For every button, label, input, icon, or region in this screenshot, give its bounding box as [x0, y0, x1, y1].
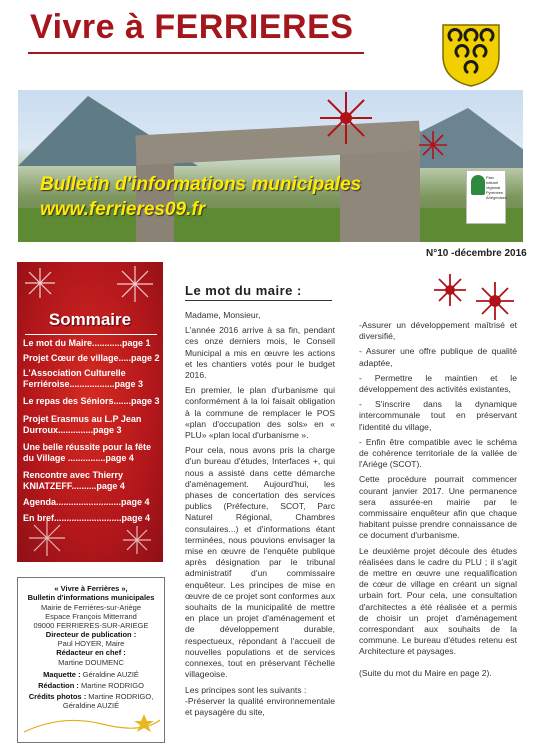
sommaire-title: Sommaire — [48, 310, 132, 329]
snowflake-icon — [23, 266, 57, 300]
masthead-subtitle: Bulletin d'informations municipales — [27, 593, 155, 602]
article-paragraph: Cette procédure pourrait commencer courant janvier 2017. Une permanence sera assurée-en mairie par le commissaire enquêteur afin que chaque habitant puisse prendre connaissance de ce document d'urbanisme. — [359, 474, 517, 541]
toc-item[interactable]: Rencontre avec Thierry KNIATZEFF..........page 4 — [23, 470, 125, 491]
website-link[interactable]: www.ferrieres09.fr — [40, 199, 206, 220]
masthead-address: Espace François Mitterrand — [45, 612, 137, 621]
snowflake-icon — [27, 518, 67, 558]
layout-label: Maquette : — [43, 670, 81, 679]
crest-horseshoes-icon — [440, 22, 502, 88]
article-paragraph: Les principes sont les suivants : — [185, 684, 307, 695]
chief-label: Rédacteur en chef : — [56, 648, 126, 657]
pnr-logo — [466, 170, 506, 224]
article-paragraph: -Assurer un développement maîtrisé et diversifié, — [359, 320, 517, 342]
banner-subtitle: Bulletin d'informations municipales — [40, 174, 362, 195]
snowflake-icon — [318, 90, 374, 146]
bulletin-title: Vivre à FERRIERES — [30, 8, 354, 46]
article-paragraph: - S'inscrire dans la dynamique intercommunale tout en préservant l'identité du village, — [359, 399, 517, 432]
article-paragraph: Le deuxième projet découle des études réalisées dans le cadre du PLU ; il s'agit de mettre en œuvre une requalification de cœur de village en créant un signal urbain fort. Pour cela, une consultation d'architectes a été réalisée et a permis de choisir un projet d'aménagement correspondant aux souhaits de la commune. Le bureau d'études retenu est Architecture et paysages. — [359, 545, 517, 657]
sommaire-divider — [25, 334, 157, 335]
article-paragraph: - Permettre le maintien et le développement des activités existantes, — [359, 372, 517, 395]
toc-item[interactable]: En bref...........................page 4 — [23, 513, 151, 523]
masthead-address: Mairie de Ferrières-sur-Ariège — [40, 603, 142, 612]
toc-item[interactable]: L'Association Culturelle Ferriéroise..................page 3 — [23, 368, 144, 389]
snowflake-icon — [432, 272, 468, 308]
masthead-name: « Vivre à Ferrières », — [54, 584, 128, 593]
title-underline — [28, 52, 364, 54]
sommaire-box — [17, 262, 163, 562]
toc-item[interactable]: Une belle réussite pour la fête du Village ...............page 4 — [23, 442, 152, 463]
toc-item[interactable]: Le repas des Séniors.......page 3 — [23, 396, 160, 406]
article-paragraph: En premier, le plan d'urbanisme qui conformément à la loi faisait obligation à la commune de remplacer le POS «plan d'occupation des sols» en « PLU» «plan local d'urbanisme ». — [185, 385, 335, 441]
star-garland-icon — [22, 710, 162, 740]
snowflake-icon — [121, 524, 153, 556]
toc-item[interactable]: Projet Erasmus au L.P Jean Durroux..............page 3 — [23, 414, 142, 435]
article-paragraph: L'année 2016 arrive à sa fin, pendant ces onze derniers mois, le Conseil Municipal a mis en œuvre les actions et les chantiers votés pour le budget 2016. — [185, 325, 335, 381]
article-paragraph: - Enfin être compatible avec le schéma de cohérence territoriale de la vallée de l'Ariège (SCOT). — [359, 436, 517, 470]
article-paragraph: -Préserver la qualité environnementale et paysagère du site, — [185, 695, 335, 717]
chief-value: Martine DOUMENC — [58, 658, 124, 667]
toc-item[interactable]: Projet Cœur de village.....page 2 — [23, 353, 160, 363]
pnr-logo-text: Parc naturel régional Pyrénées Ariégeoises — [486, 175, 507, 200]
issue-number: N°10 -décembre 2016 — [426, 248, 527, 259]
masthead-box — [17, 577, 165, 743]
article-paragraph: - Assurer une offre publique de qualité adaptée, — [359, 346, 517, 368]
photos-value: Géraldine AUZIÉ — [62, 701, 120, 710]
article-column-left — [185, 310, 335, 722]
article-continuation-note: (Suite du mot du Maire en page 2). — [359, 667, 492, 678]
director-value: Paul HOYER, Maire — [57, 639, 125, 648]
photos-label: Crédits photos : — [28, 692, 87, 701]
layout-value: Géraldine AUZIÉ — [82, 670, 139, 679]
snowflake-icon — [418, 130, 448, 160]
toc-item[interactable]: Agenda..........................page 4 — [23, 497, 150, 507]
pnr-leaf-icon — [471, 175, 485, 195]
editing-label: Rédaction : — [38, 681, 79, 690]
snowflake-icon — [115, 264, 155, 304]
article-column-right — [359, 320, 517, 683]
editing-value: Martine RODRIGO — [81, 681, 144, 690]
article-title: Le mot du maire : — [185, 283, 302, 298]
masthead-address: 09000 FERRIERES-SUR-ARIEGE — [33, 621, 149, 630]
article-title-underline — [185, 300, 332, 301]
article-paragraph: Pour cela, nous avons pris la charge d'un bureau d'études, Interfaces +, qui nous a assisté dans cette démarche d'aménagement. Aujourd'hui, les phases de concertation des services publics (Préfecture, SCOT, Parc Naturel Régional, Chambres consulaires...) et d'informations étant terminées, nous pouvions envisager la mise en œuvre de l'enquête publique après désignation par le tribunal administratif d'un commissaire enquêteur. Les principes de mise en œuvre de ce projet sont conformes aux souhaits de la municipalité de mettre en place un projet d'aménagement et de développement durable, respectueux, répondant à l'accueil de nouvelles populations et de services connexes, tout en préservant l'échelle villageoise. — [185, 445, 335, 680]
snowflake-icon — [474, 280, 516, 322]
toc-item[interactable]: Le mot du Maire............page 1 — [23, 338, 151, 348]
photos-value: Martine RODRIGO, — [88, 692, 154, 701]
article-paragraph: Madame, Monsieur, — [185, 310, 261, 320]
director-label: Directeur de publication : — [45, 630, 137, 639]
